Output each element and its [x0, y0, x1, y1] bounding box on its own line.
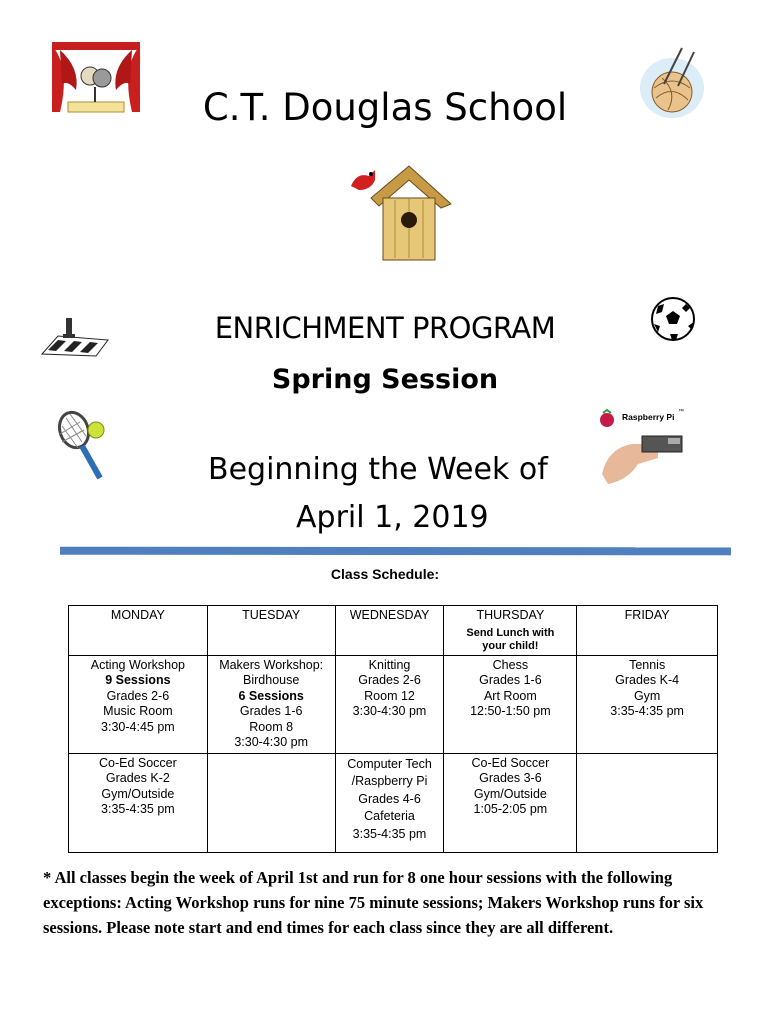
day-header-wednesday: WEDNESDAY [335, 606, 444, 656]
class-name: Knitting [368, 657, 411, 672]
empty-cell [207, 753, 335, 852]
class-room: Gym [633, 688, 661, 703]
class-time: 3:35-4:35 pm [352, 826, 427, 841]
class-grades: Grades 2-6 [106, 688, 170, 703]
class-time: 3:35-4:35 pm [610, 704, 684, 718]
empty-cell [577, 753, 718, 852]
tennis-racket-icon [56, 410, 110, 484]
class-name: Makers Workshop: [219, 657, 324, 672]
class-cell-acting [69, 655, 208, 753]
class-schedule-table [68, 605, 718, 853]
class-name: Co-Ed Soccer [471, 755, 550, 770]
day-header-thursday [444, 606, 577, 656]
class-name: Computer Tech [347, 756, 432, 771]
class-grades: Grades 1-6 [479, 673, 542, 687]
schedule-footnote: * All classes begin the week of April 1st and run for 8 one hour sessions with the following exceptions: Acting Workshop runs for nine 75 minute sessions; Makers Workshop runs for six sessions. Please note start and end times for each class since they are all different. [43, 868, 704, 937]
class-name: Chess [492, 657, 529, 672]
start-date: April 1, 2019 [296, 500, 489, 535]
raspberry-pi-icon [598, 408, 694, 486]
trademark-mark: ™ [678, 409, 684, 415]
class-time: 3:35-4:35 pm [101, 802, 175, 816]
class-grades: Grades 4-6 [358, 791, 421, 806]
birdhouse-icon [345, 154, 457, 266]
session-count: 9 Sessions [105, 673, 171, 687]
class-room: Gym/Outside [101, 786, 175, 801]
class-name: Tennis [629, 657, 666, 672]
table-row [69, 655, 718, 753]
class-time: 12:50-1:50 pm [470, 704, 551, 718]
day-header-tuesday: TUESDAY [207, 606, 335, 656]
class-room: Cafeteria [364, 809, 415, 823]
class-cell-soccer-k2 [69, 753, 208, 852]
class-grades: Grades 2-6 [358, 673, 421, 687]
class-time: 3:30-4:30 pm [352, 704, 427, 718]
school-title: C.T. Douglas School [202, 86, 568, 129]
class-project: Birdhouse [243, 673, 300, 687]
day-header-monday: MONDAY [69, 606, 208, 656]
class-time: 3:30-4:45 pm [101, 719, 175, 734]
class-name: Acting Workshop [90, 657, 186, 672]
class-room: Room 12 [364, 688, 415, 703]
table-header-row [69, 606, 718, 656]
class-room: Music Room [103, 704, 173, 718]
raspberry-pi-label: Raspberry Pi [622, 412, 675, 422]
session-heading: Spring Session [271, 364, 499, 395]
session-count: 6 Sessions [238, 688, 304, 703]
lunch-note-line2: your child! [482, 639, 539, 652]
class-cell-makers [207, 655, 335, 753]
class-cell-tennis [577, 655, 718, 753]
day-header-friday: FRIDAY [577, 606, 718, 656]
class-cell-knitting [335, 655, 444, 753]
program-heading: ENRICHMENT PROGRAM [214, 311, 556, 345]
class-name: Co-Ed Soccer [98, 755, 177, 770]
day-header-thursday-label: THURSDAY [476, 608, 545, 622]
table-row [69, 753, 718, 852]
class-grades: Grades 3-6 [479, 771, 542, 785]
class-cell-chess [444, 655, 577, 753]
divider-rule [60, 547, 731, 556]
class-grades: Grades K-4 [615, 673, 680, 687]
class-cell-soccer-36 [444, 753, 577, 852]
class-subtitle: /Raspberry Pi [351, 774, 428, 788]
class-cell-computer-tech [335, 753, 444, 852]
class-time: 3:30-4:30 pm [234, 735, 308, 749]
class-grades: Grades 1-6 [239, 704, 303, 718]
schedule-label: Class Schedule: [330, 566, 440, 582]
beginning-heading: Beginning the Week of [208, 452, 548, 487]
class-time: 1:05-2:05 pm [473, 802, 548, 816]
class-grades: Grades K-2 [105, 771, 170, 785]
class-room: Gym/Outside [473, 786, 547, 801]
class-room: Art Room [483, 688, 537, 703]
class-room: Room 8 [249, 719, 294, 734]
lunch-note-line1: Send Lunch with [466, 626, 555, 639]
